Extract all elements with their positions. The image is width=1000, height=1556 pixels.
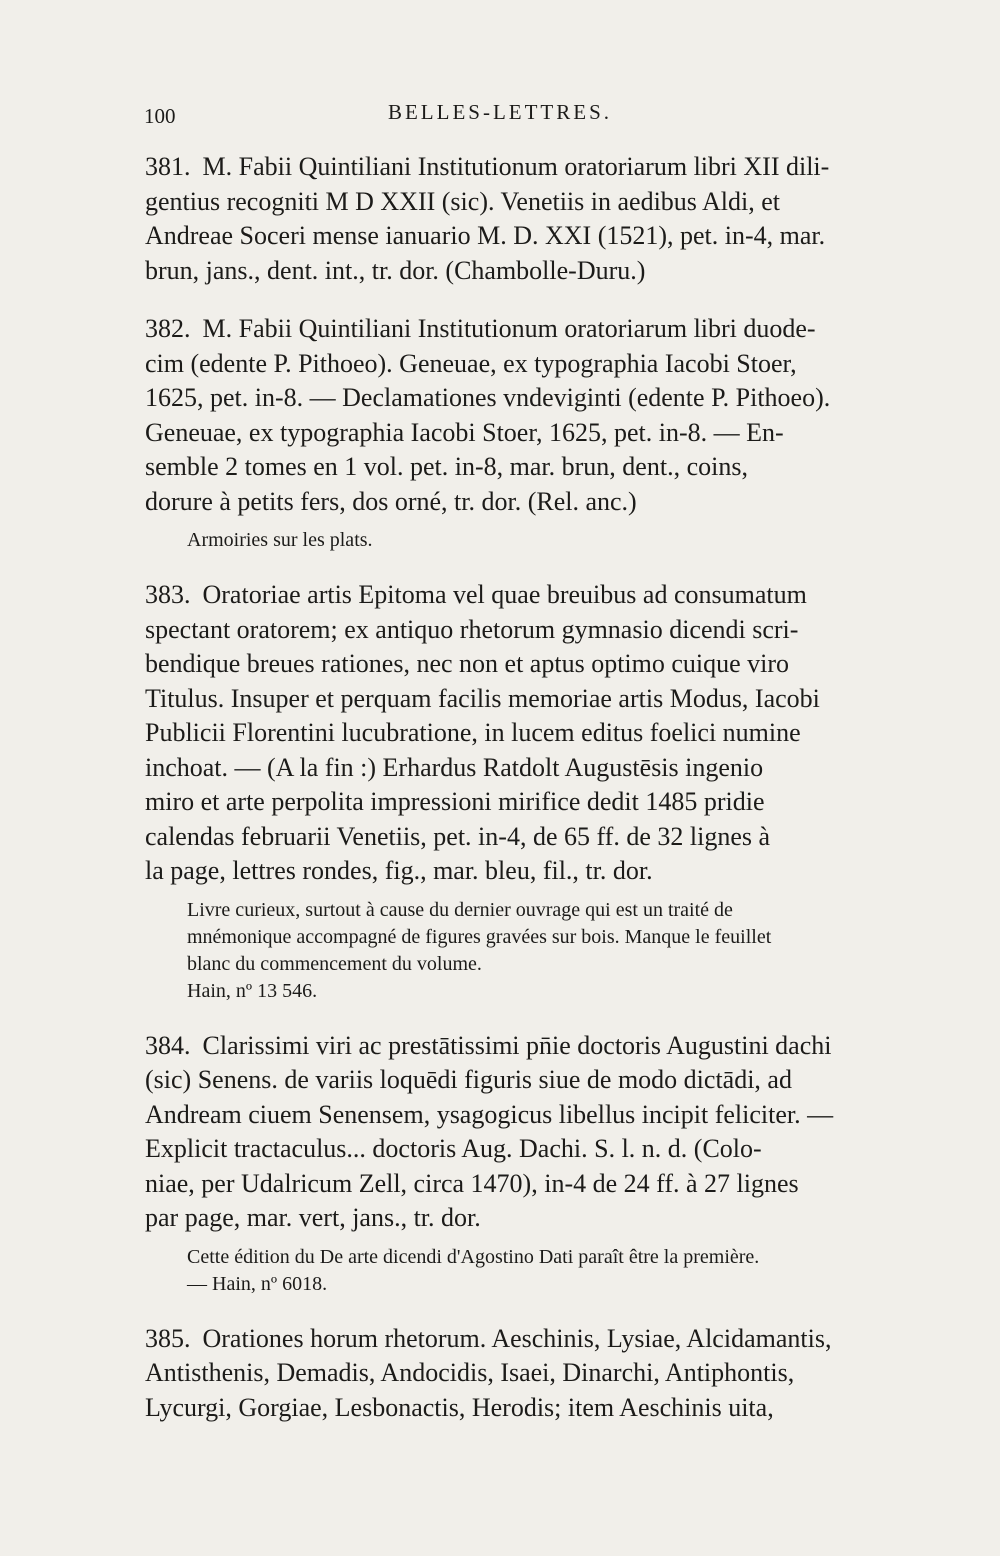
entry-number: 381. [145, 152, 191, 181]
entry-line: Explicit tractaculus... doctoris Aug. Dachi. S. l. n. d. (Colo- [145, 1134, 762, 1163]
entry-text [145, 1029, 905, 1236]
entry-number: 385. [145, 1323, 191, 1353]
entry-line: Clarissimi viri ac prestātissimi pn̄ie doctoris Augustini dachi [202, 1030, 832, 1060]
catalogue-body [145, 150, 905, 1449]
entry-line: Orationes horum rhetorum. Aeschinis, Lysiae, Alcidamantis, [202, 1323, 832, 1353]
entry-note [145, 897, 905, 1005]
note-line: Armoiries sur les plats. [187, 529, 373, 551]
entry-line: Oratoriae artis Epitoma vel quae breuibus ad consumatum [202, 580, 807, 609]
entry-line: calendas februarii Venetiis, pet. in-4, de 65 ff. de 32 lignes à [145, 821, 771, 851]
entry-text [145, 312, 905, 519]
entry-line: spectant oratorem; ex antiquo rhetorum gymnasio dicendi scri- [145, 614, 799, 644]
entry-line: Lycurgi, Gorgiae, Lesbonactis, Herodis; item Aeschinis uita, [145, 1392, 774, 1422]
entry-text [145, 578, 905, 889]
note-line: Hain, nº 13 546. [187, 979, 318, 1002]
catalogue-entry-385 [145, 1322, 905, 1426]
entry-number: 384. [145, 1030, 191, 1060]
catalogue-entry-381 [145, 150, 905, 288]
entry-line: Antisthenis, Demadis, Andocidis, Isaei, Dinarchi, Antiphontis, [145, 1358, 795, 1387]
entry-text [145, 150, 905, 288]
entry-line: (sic) Senens. de variis loquēdi figuris siue de modo dictādi, ad [145, 1065, 792, 1094]
entry-line: gentius recogniti M D XXII (sic). Venetiis in aedibus Aldi, et [145, 186, 780, 216]
note-line: — Hain, nº 6018. [187, 1272, 328, 1295]
entry-number: 382. [145, 314, 191, 343]
entry-note [145, 527, 905, 554]
entry-line: 1625, pet. in-8. — Declamationes vndeviginti (edente P. Pithoeo). [145, 383, 831, 412]
entry-line: semble 2 tomes en 1 vol. pet. in-8, mar. brun, dent., coins, [145, 452, 748, 481]
catalogue-entry-383 [145, 578, 905, 1005]
entry-line: Publicii Florentini lucubratione, in lucem editus foelici numine [145, 718, 801, 747]
entry-line: bendique breues rationes, nec non et aptus optimo cuique viro [145, 649, 790, 678]
entry-line: Geneuae, ex typographia Iacobi Stoer, 1625, pet. in-8. — En- [145, 417, 784, 447]
entry-line: la page, lettres rondes, fig., mar. bleu, fil., tr. dor. [145, 856, 653, 885]
entry-number: 383. [145, 580, 191, 609]
entry-line: niae, per Udalricum Zell, circa 1470), in-4 de 24 ff. à 27 lignes [145, 1168, 799, 1198]
page-number: 100 [144, 104, 176, 128]
entry-line: miro et arte perpolita impressioni mirifice dedit 1485 pridie [145, 787, 765, 816]
entry-line: M. Fabii Quintiliani Institutionum oratoriarum libri XII dili- [202, 152, 830, 181]
note-line: mnémonique accompagné de figures gravées sur bois. Manque le feuillet [187, 925, 772, 948]
catalogue-entry-384 [145, 1029, 905, 1298]
entry-line: par page, mar. vert, jans., tr. dor. [145, 1203, 481, 1232]
note-line: blanc du commencement du volume. [187, 952, 482, 975]
entry-text [145, 1322, 905, 1426]
entry-line: Andream ciuem Senensem, ysagogicus libellus incipit feliciter. — [145, 1099, 834, 1129]
entry-line: Titulus. Insuper et perquam facilis memoriae artis Modus, Iacobi [145, 683, 820, 713]
entry-line: dorure à petits fers, dos orné, tr. dor. (Rel. anc.) [145, 486, 637, 516]
note-line: Livre curieux, surtout à cause du dernier ouvrage qui est un traité de [187, 898, 733, 921]
entry-line: Andreae Soceri mense ianuario M. D. XXI (1521), pet. in-4, mar. [145, 221, 826, 250]
running-head: BELLES-LETTRES. [387, 100, 613, 124]
entry-line: M. Fabii Quintiliani Institutionum oratoriarum libri duode- [202, 314, 816, 343]
catalogue-entry-382 [145, 312, 905, 554]
entry-line: cim (edente P. Pithoeo). Geneuae, ex typographia Iacobi Stoer, [145, 348, 797, 378]
entry-note [145, 1244, 905, 1298]
entry-line: inchoat. — (A la fin :) Erhardus Ratdolt Augustēsis ingenio [145, 752, 764, 782]
entry-line: brun, jans., dent. int., tr. dor. (Chambolle-Duru.) [145, 255, 646, 285]
note-line: Cette édition du De arte dicendi d'Agostino Dati paraît être la première. [187, 1245, 760, 1268]
